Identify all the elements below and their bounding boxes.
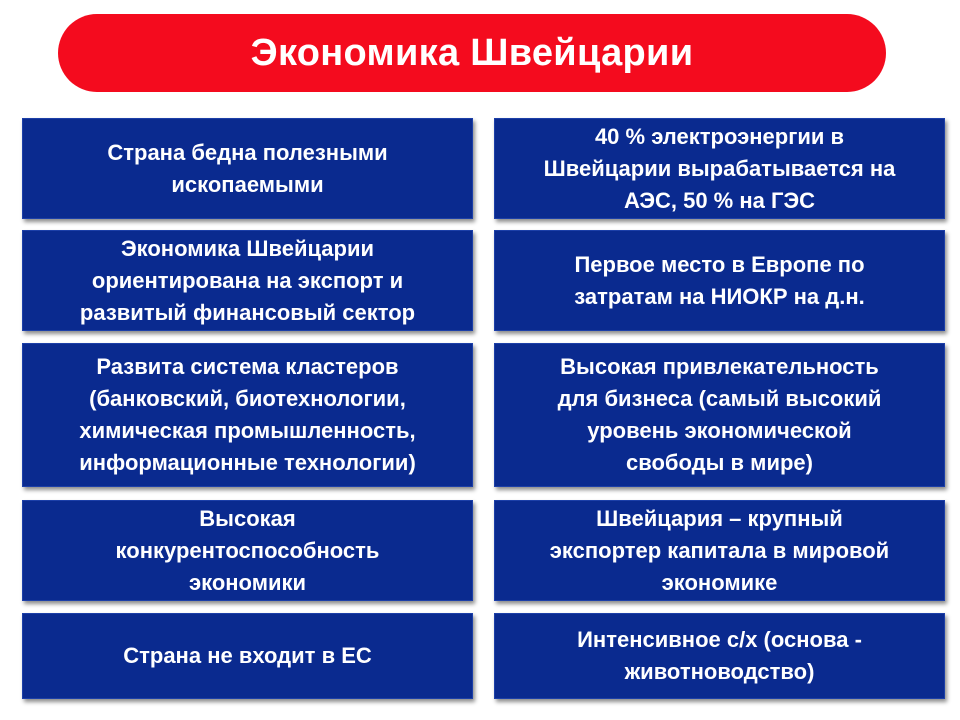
fact-card-text: Интенсивное с/х (основа - животноводство) xyxy=(577,627,862,684)
fact-card-text: Страна бедна полезными ископаемыми xyxy=(107,139,388,197)
fact-card-right-3 xyxy=(494,343,945,487)
fact-card-text: Экономика Швейцарии ориентирована на экспорт и развитый финансовый сектор xyxy=(79,235,416,325)
fact-card-text: Высокая привлекательность для бизнеса (самый высокий уровень экономической свободы в мире) xyxy=(557,354,882,475)
fact-card-right-5 xyxy=(494,613,945,699)
fact-card-right-4 xyxy=(494,500,945,601)
fact-card-right-2 xyxy=(494,230,945,331)
fact-card-left-2 xyxy=(22,230,473,331)
fact-card-left-3 xyxy=(22,343,473,487)
fact-card-left-4 xyxy=(22,500,473,601)
fact-card-text: Страна не входит в ЕС xyxy=(123,643,372,668)
title-banner xyxy=(58,14,886,92)
fact-card-text: Первое место в Европе по затратам на НИОКР на д.н. xyxy=(574,251,865,309)
fact-card-right-1 xyxy=(494,118,945,219)
fact-card-text: Высокая конкурентоспособность экономики xyxy=(115,505,380,595)
fact-card-left-5 xyxy=(22,613,473,699)
fact-card-text: Развита система кластеров (банковский, биотехнологии, химическая промышленность, информационные технологии) xyxy=(79,354,416,475)
fact-card-text: 40 % электроэнергии в Швейцарии вырабатывается на АЭС, 50 % на ГЭС xyxy=(543,123,896,213)
fact-card-text: Швейцария – крупный экспортер капитала в мировой экономике xyxy=(549,505,890,595)
fact-card-left-1 xyxy=(22,118,473,219)
slide-title: Экономика Швейцарии xyxy=(250,31,694,74)
